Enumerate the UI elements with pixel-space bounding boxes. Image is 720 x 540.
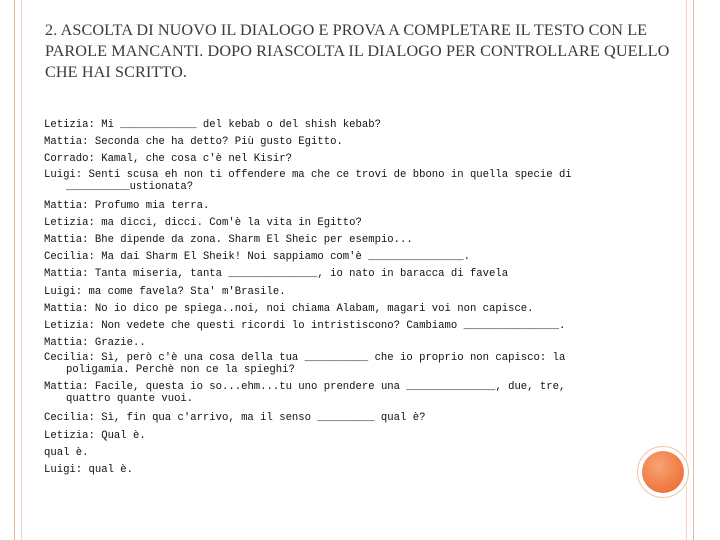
dialogue-line-main (44, 119, 381, 131)
dialogue-line-main (44, 412, 425, 424)
speaker-name: Cecilia: (44, 251, 95, 264)
speaker-line-text: Kamal, che cosa c'è nel Kisir? (94, 153, 292, 166)
dialogue-line-main (44, 381, 654, 393)
speaker-name: Cecilia: (44, 412, 95, 425)
dialogue-line-main (44, 320, 565, 332)
speaker-name: Mattia: (44, 302, 89, 315)
speaker-line-text: Qual è. (94, 429, 146, 442)
dialogue-line (44, 445, 654, 462)
speaker-line-text: Senti scusa eh non ti offendere ma che ce trovi de bbono in quella specie di (82, 168, 572, 181)
speaker-name: Letizia: (44, 216, 95, 229)
speaker-line-text: ma dicci, dicci. Com'è la vita in Egitto? (94, 216, 362, 229)
dialogue-line-main (44, 251, 470, 263)
dialogue-line-main (44, 136, 343, 148)
dialogue-line (44, 318, 654, 335)
dialogue-line (44, 232, 654, 249)
speaker-name: Mattia: (44, 381, 89, 394)
dialogue-line (44, 151, 654, 168)
speaker-name: Luigi: (44, 168, 83, 181)
dialogue-text (44, 117, 654, 479)
dialogue-line (44, 462, 654, 479)
speaker-line-text: Mi ____________ del kebab o del shish kebab? (94, 119, 381, 131)
speaker-line-text: qual è. (44, 446, 89, 459)
dialogue-line-continuation: poligamia. Perchè non ce la spieghi? (66, 364, 295, 377)
speaker-name: Luigi: (44, 464, 83, 477)
speaker-line-text: Ma dai Sharm El Sheik! Noi sappiamo com'è _______________. (94, 251, 470, 264)
dialogue-line-continuation: __________ustionata? (66, 180, 194, 193)
dialogue-line (44, 301, 654, 318)
dialogue-line (44, 352, 654, 376)
dialogue-line-continuation: quattro quante vuoi. (66, 393, 194, 406)
dialogue-line (44, 215, 654, 232)
dialogue-line-main (44, 234, 413, 246)
speaker-name: Mattia: (44, 337, 89, 350)
speaker-name: Letizia: (44, 320, 95, 333)
speaker-line-text: qual è. (82, 464, 134, 477)
dialogue-line (44, 428, 654, 445)
dialogue-line-main (44, 464, 133, 476)
exercise-title: 2. ASCOLTA DI NUOVO IL DIALOGO E PROVA A COMPLETARE IL TESTO CON LE PAROLE MANCANTI. DOPO RIASCOLTA IL DIALOGO PER CONTROLLARE QUELLO CHE HAI SCRITTO. (45, 21, 670, 81)
speaker-name: Cecilia: (44, 352, 95, 365)
dialogue-line-main (44, 303, 534, 315)
dialogue-line (44, 381, 654, 405)
speaker-line-text: Bhe dipende da zona. Sharm El Sheic per esempio... (88, 234, 413, 247)
dialogue-line (44, 198, 654, 215)
dialogue-line-main (44, 430, 146, 442)
dialogue-line (44, 335, 654, 352)
speaker-name: Mattia: (44, 268, 89, 281)
dialogue-line (44, 284, 654, 301)
speaker-name: Mattia: (44, 199, 89, 212)
dialogue-line (44, 134, 654, 151)
speaker-name: Letizia: (44, 119, 95, 131)
dialogue-line-main (44, 200, 209, 212)
dialogue-line-main (44, 286, 286, 298)
dialogue-line-main (44, 337, 146, 349)
dialogue-line (44, 169, 654, 193)
dialogue-line-main (44, 447, 89, 459)
speaker-line-text: ma come favela? Sta' m'Brasile. (82, 285, 286, 298)
speaker-line-text: Grazie.. (88, 337, 146, 350)
speaker-line-text: Profumo mia terra. (88, 199, 210, 212)
speaker-line-text: Sì, però c'è una cosa della tua __________ che io proprio non capisco: la (94, 352, 566, 365)
speaker-name: Letizia: (44, 429, 95, 442)
dialogue-line (44, 249, 654, 266)
speaker-name: Mattia: (44, 136, 89, 149)
speaker-name: Luigi: (44, 285, 83, 298)
dialogue-line-main (44, 268, 508, 280)
dialogue-line (44, 410, 654, 427)
dialogue-line-main (44, 352, 654, 364)
speaker-line-text: Sì, fin qua c'arrivo, ma il senso _________ qual è? (94, 412, 426, 425)
dialogue-line-main (44, 153, 292, 165)
speaker-line-text: Seconda che ha detto? Più gusto Egitto. (88, 136, 343, 149)
speaker-name: Mattia: (44, 234, 89, 247)
speaker-line-text: No io dico pe spiega..noi, noi chiama Alabam, magari voi non capisce. (88, 302, 534, 315)
dialogue-line (44, 266, 654, 283)
speaker-line-text: Facile, questa io so...ehm...tu uno prendere una ______________, due, tre, (88, 381, 566, 394)
speaker-line-text: Non vedete che questi ricordi lo intristiscono? Cambiamo _______________. (94, 320, 566, 333)
dialogue-line-main (44, 169, 654, 181)
dialogue-line (44, 117, 654, 134)
dialogue-line-main (44, 217, 362, 229)
speaker-name: Corrado: (44, 153, 95, 166)
speaker-line-text: Tanta miseria, tanta ______________, io nato in baracca di favela (88, 268, 509, 281)
